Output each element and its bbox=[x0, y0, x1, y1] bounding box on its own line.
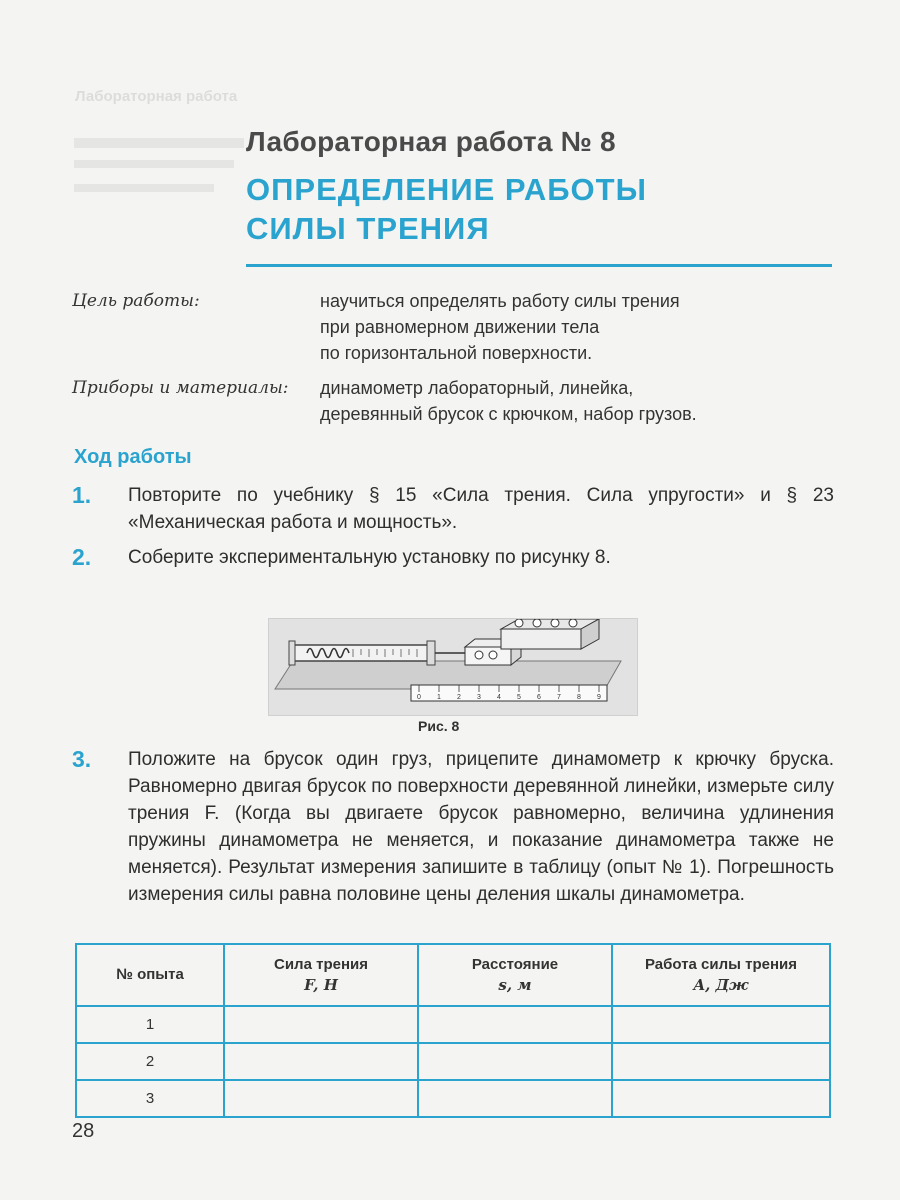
procedure-step bbox=[72, 544, 834, 571]
dynamometer-end bbox=[427, 641, 435, 665]
bleed-through-mark bbox=[74, 138, 244, 148]
ruler-tick-label: 5 bbox=[517, 694, 521, 701]
step-number: 2. bbox=[72, 544, 92, 570]
ruler-tick-label: 8 bbox=[577, 694, 581, 701]
distance-cell[interactable] bbox=[418, 1006, 612, 1043]
equipment-label: Приборы и материалы: bbox=[72, 378, 289, 398]
experiment-illustration bbox=[269, 619, 637, 715]
lab-title: Лабораторная работа № 8 bbox=[246, 126, 616, 157]
table-row bbox=[76, 1006, 830, 1043]
header-text: Расстояние bbox=[471, 956, 559, 973]
goal-line: научиться определять работу силы трения bbox=[320, 291, 680, 311]
ruler-tick-label: 1 bbox=[437, 694, 441, 701]
step-text: Повторите по учебнику § 15 «Сила трения. Сила упругости» и § 23 «Механическая работа и мощность». bbox=[128, 485, 834, 533]
results-table bbox=[75, 943, 831, 1118]
ruler-tick-label: 2 bbox=[457, 694, 461, 701]
page-number: 28 bbox=[72, 1120, 95, 1142]
table-header bbox=[224, 944, 418, 1006]
table-row bbox=[76, 1043, 830, 1080]
procedure-step bbox=[72, 482, 834, 536]
table-row bbox=[76, 1080, 830, 1117]
bleed-through-text: Лабораторная работа bbox=[75, 88, 238, 105]
dynamometer-end bbox=[289, 641, 295, 665]
lab-subtitle-line: СИЛЫ ТРЕНИЯ bbox=[246, 211, 490, 246]
ruler-tick-label: 4 bbox=[497, 694, 501, 701]
ruler-tick-label: 6 bbox=[537, 694, 541, 701]
goal-label: Цель работы: bbox=[72, 291, 200, 311]
experiment-figure bbox=[268, 618, 638, 716]
table-header bbox=[418, 944, 612, 1006]
lab-subtitle bbox=[246, 170, 647, 248]
bleed-through-mark bbox=[74, 184, 214, 192]
work-cell[interactable] bbox=[612, 1043, 830, 1080]
goal-line: по горизонтальной поверхности. bbox=[320, 343, 593, 363]
friction-force-cell[interactable] bbox=[224, 1043, 418, 1080]
header-text: Работа силы трения bbox=[644, 956, 797, 973]
goal-text bbox=[320, 288, 820, 366]
step-number: 1. bbox=[72, 482, 92, 508]
work-cell[interactable] bbox=[612, 1080, 830, 1117]
procedure-step bbox=[72, 746, 834, 908]
procedure-heading: Ход работы bbox=[74, 446, 192, 468]
ruler-tick-label: 3 bbox=[477, 694, 481, 701]
table-header-row bbox=[76, 944, 830, 1006]
ruler-tick-label: 9 bbox=[597, 694, 601, 701]
header-symbol: F, Н bbox=[304, 976, 338, 994]
weights-box bbox=[501, 619, 599, 649]
step-text: Положите на брусок один груз, прицепите динамометр к крючку бруска. Равномерно двигая брусок по поверхности деревянной линейки, измерьте силу трения F. (Когда вы двигаете брусок равномерно, величина удлинения пружины динамометра не меняется, и показание динамометра также не меняется). Результат измерения запишите в таблицу (опыт № 1). Погрешность измерения силы равна половине цены деления шкалы динамометра. bbox=[128, 749, 834, 905]
header-symbol: s, м bbox=[498, 976, 532, 994]
header-symbol: A, Дж bbox=[693, 976, 749, 994]
table-header bbox=[612, 944, 830, 1006]
equipment-line: динамометр лабораторный, линейка, bbox=[320, 378, 634, 398]
ruler-tick-label: 0 bbox=[417, 694, 421, 701]
header-text: Сила трения bbox=[274, 956, 368, 973]
friction-force-cell[interactable] bbox=[224, 1080, 418, 1117]
step-number: 3. bbox=[72, 746, 92, 772]
goal-line: при равномерном движении тела bbox=[320, 317, 600, 337]
distance-cell[interactable] bbox=[418, 1043, 612, 1080]
header-text: № опыта bbox=[116, 966, 184, 983]
distance-cell[interactable] bbox=[418, 1080, 612, 1117]
work-cell[interactable] bbox=[612, 1006, 830, 1043]
friction-force-cell[interactable] bbox=[224, 1006, 418, 1043]
step-text: Соберите экспериментальную установку по рисунку 8. bbox=[128, 547, 611, 568]
equipment-text bbox=[320, 375, 820, 427]
table-header bbox=[76, 944, 224, 1006]
trial-number: 3 bbox=[76, 1080, 224, 1117]
lab-header bbox=[246, 126, 647, 248]
equipment-line: деревянный брусок с крючком, набор грузов. bbox=[320, 404, 697, 424]
lab-subtitle-line: ОПРЕДЕЛЕНИЕ РАБОТЫ bbox=[246, 172, 647, 207]
bleed-through-mark bbox=[74, 160, 234, 168]
ruler-tick-label: 7 bbox=[557, 694, 561, 701]
trial-number: 1 bbox=[76, 1006, 224, 1043]
title-divider bbox=[246, 264, 832, 267]
figure-caption: Рис. 8 bbox=[418, 718, 460, 734]
trial-number: 2 bbox=[76, 1043, 224, 1080]
